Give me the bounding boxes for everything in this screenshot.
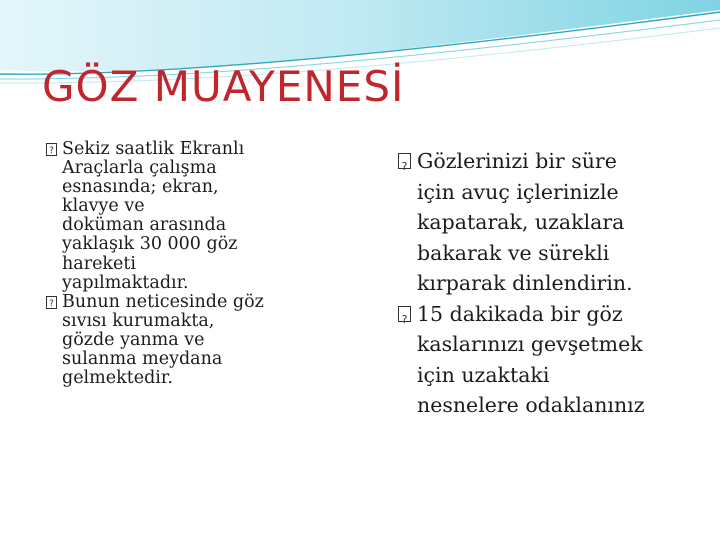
bullet-line: sıvısı kurumakta,	[62, 310, 215, 331]
bullet-placeholder-icon	[398, 153, 411, 169]
bullet-line: Gözlerinizi bir süre	[417, 149, 617, 173]
bullet-line: gelmektedir.	[62, 368, 173, 389]
bullet-line: nesnelere odaklanınız	[417, 393, 645, 417]
bullet-line: hareketi	[62, 253, 137, 274]
bullet-line: için avuç içlerinizle	[417, 179, 619, 204]
right-bullet-1	[398, 146, 698, 299]
bullet-line: Araçlarla çalışma	[62, 158, 217, 179]
right-bullet-2	[398, 299, 698, 421]
bullet-line: Bunun neticesinde göz	[62, 291, 264, 312]
bullet-line: için uzaktaki	[417, 362, 550, 387]
bullet-placeholder-icon	[46, 143, 57, 156]
bullet-line: klavye ve	[62, 196, 145, 217]
bullet-line: bakarak ve sürekli	[417, 240, 610, 265]
bullet-line: esnasında; ekran,	[62, 177, 219, 198]
bullet-line: sulanma meydana	[62, 349, 223, 370]
left-bullet-2	[46, 293, 314, 388]
right-bullet-column	[398, 146, 698, 421]
bullet-line: kaslarınızı gevşetmek	[417, 332, 643, 356]
bullet-placeholder-icon	[46, 296, 57, 309]
bullet-line: kapatarak, uzaklara	[417, 210, 625, 234]
bullet-line: yaklaşık 30 000 göz	[62, 234, 238, 255]
slide-title: GÖZ MUAYENESİ	[42, 62, 405, 111]
bullet-line: doküman arasında	[62, 215, 227, 236]
bullet-line: yapılmaktadır.	[62, 272, 189, 293]
left-bullet-column	[46, 140, 314, 388]
bullet-placeholder-icon	[398, 306, 411, 322]
bullet-line: kırparak dinlendirin.	[417, 271, 633, 295]
bullet-line: Sekiz saatlik Ekranlı	[62, 139, 245, 159]
left-bullet-1	[46, 140, 314, 293]
bullet-line: 15 dakikada bir göz	[417, 301, 623, 326]
bullet-line: gözde yanma ve	[62, 329, 205, 350]
